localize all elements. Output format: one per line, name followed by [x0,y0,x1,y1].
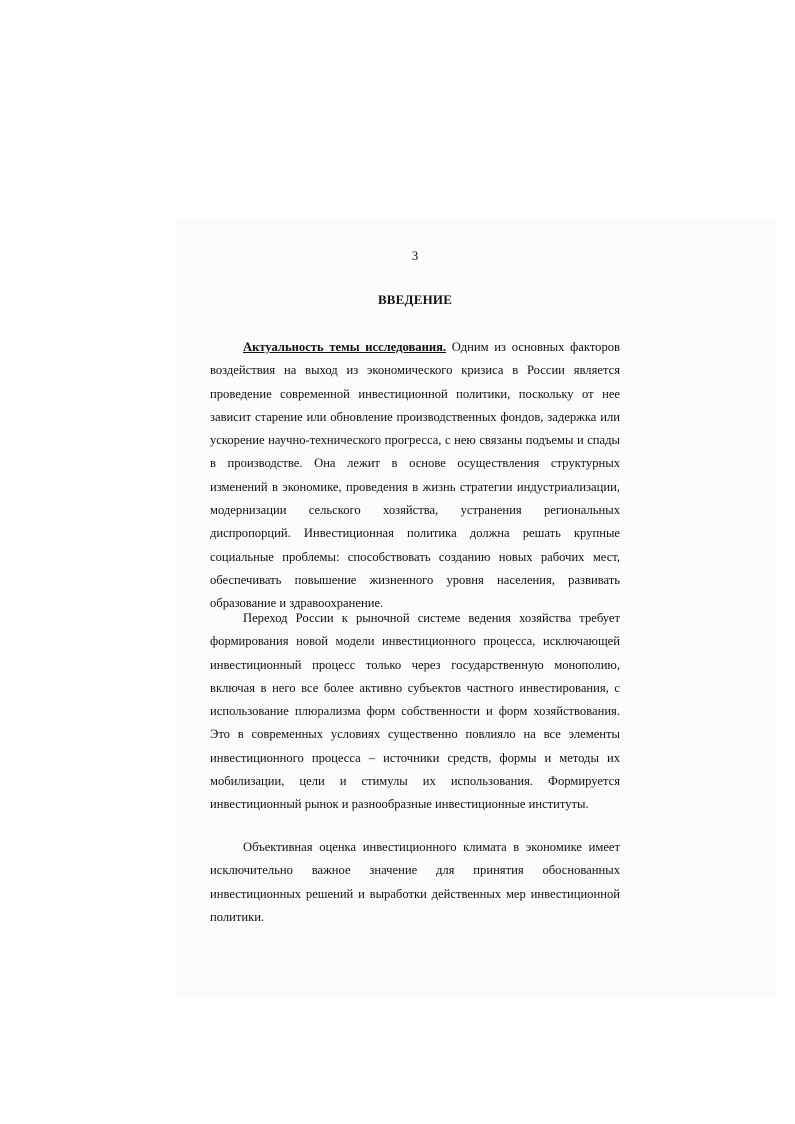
paragraph-assessment [210,836,620,929]
paragraph-text: Одним из основных факторов воздействия на выход из экономического кризиса в России является проведение современной инвестиционной политики, поскольку от нее зависит старение или обновление производственных фондов, задержка или ускорение научно-технического прогресса, с нею связаны подъемы и спады в производстве. Она лежит в основе осуществления структурных изменений в экономике, проведения в жизнь стратегии индустриализации, модернизации сельского хозяйства, устранения региональных диспропорций. Инвестиционная политика должна решать крупные социальные проблемы: способствовать созданию новых рабочих мест, обеспечивать повышение жизненного уровня населения, развивать образование и здравоохранение. [210,340,620,611]
paragraph-lead: Актуальность темы исследования. [243,340,447,354]
paragraph-text: Переход России к рыночной системе ведения хозяйства требует формирования новой модели инвестиционного процесса, исключающей инвестиционный процесс только через государственную монополию, включая в него все более активно субъектов частного инвестирования, с использование плюрализма форм собственности и форм хозяйствования. Это в современных условиях существенно повлияло на все элементы инвестиционного процесса – источники средств, формы и методы их мобилизации, цели и стимулы их использования. Формируется инвестиционный рынок и разнообразные инвестиционные институты. [210,611,620,812]
paragraph-transition [210,607,620,817]
page-number: 3 [411,248,419,263]
section-heading: ВВЕДЕНИЕ [377,292,453,307]
paragraph-relevance [210,336,620,616]
paragraph-text: Объективная оценка инвестиционного климата в экономике имеет исключительно важное значение для принятия обоснованных инвестиционных решений и выработки действенных мер инвестиционной политики. [210,840,620,924]
